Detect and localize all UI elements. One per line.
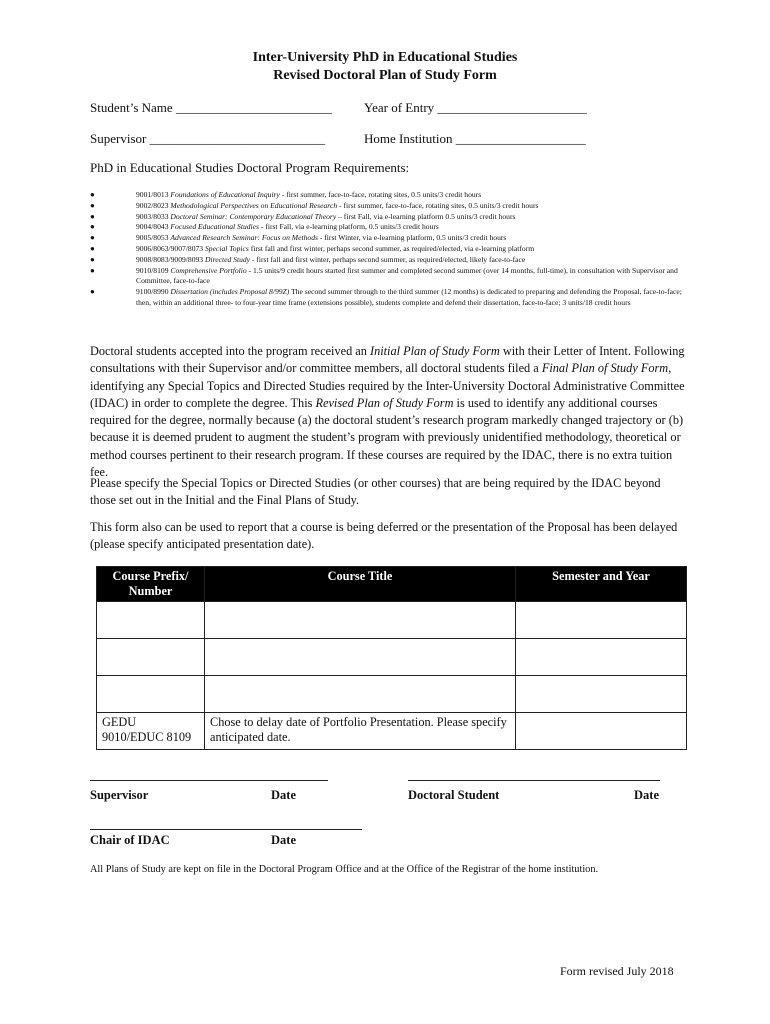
- table-row: [97, 639, 687, 676]
- list-item: ● 9004/8043 Focused Educational Studies - first Fall, via e-learning platform, 0.5 units/3 credit hours: [90, 222, 439, 232]
- student-date-label: Date: [634, 788, 659, 802]
- table-cell[interactable]: GEDU 9010/EDUC 8109: [97, 713, 205, 750]
- column-header-title: Course Title: [205, 567, 516, 602]
- bullet-icon: ●: [90, 200, 95, 210]
- list-item: ● 9100/8990 Dissertation (includes Proposal 8/99Z) The second summer through to the third summer (12 months) is dedicated to preparing and defending the Proposal, face-to-face; then, within an additional three- to four-year time frame (extensions possible), students complete and defend their dissertation, face-to-face; 3 units/18 credit hours: [90, 287, 682, 307]
- year-of-entry-field[interactable]: Year of Entry _______________________: [364, 100, 587, 115]
- requirements-heading: PhD in Educational Studies Doctoral Program Requirements:: [90, 160, 410, 175]
- form-subtitle: Revised Doctoral Plan of Study Form: [273, 68, 497, 83]
- table-cell[interactable]: [205, 639, 516, 676]
- table-cell[interactable]: [97, 676, 205, 713]
- table-cell[interactable]: [516, 676, 687, 713]
- bullet-icon: ●: [90, 287, 95, 297]
- bullet-icon: ●: [90, 265, 95, 275]
- student-signature-line[interactable]: [408, 780, 660, 781]
- list-item: ● 9002/8023 Methodological Perspectives on Educational Research - first summer, face-to-face, rotating sites, 0.5 units/3 credit hours: [90, 200, 539, 210]
- chair-signature-line[interactable]: [90, 829, 362, 830]
- column-header-semester: Semester and Year: [516, 567, 687, 602]
- list-item: ● 9001/8013 Foundations of Educational Inquiry - first summer, face-to-face, rotating sites, 0.5 units/3 credit hours: [90, 190, 482, 199]
- table-cell[interactable]: [516, 602, 687, 639]
- table-row: [97, 713, 687, 750]
- table-cell[interactable]: [516, 713, 687, 750]
- table-cell[interactable]: Chose to delay date of Portfolio Presentation. Please specify anticipated date.: [205, 713, 516, 750]
- supervisor-label: Supervisor: [90, 788, 149, 802]
- course-table: [96, 566, 687, 750]
- supervisor-signature-line[interactable]: [90, 780, 328, 781]
- form-title: Inter-University PhD in Educational Studies: [252, 50, 518, 65]
- student-name-field[interactable]: Student’s Name ________________________: [90, 100, 332, 115]
- table-cell[interactable]: [97, 602, 205, 639]
- specify-paragraph: Please specify the Special Topics or Directed Studies (or other courses) that are being required by the IDAC beyond those set out in the Initial and the Final Plans of Study.: [90, 476, 661, 508]
- supervisor-date-label: Date: [271, 788, 296, 802]
- doctoral-student-label: Doctoral Student: [408, 788, 500, 802]
- supervisor-field[interactable]: Supervisor ___________________________: [90, 131, 326, 146]
- list-item: ● 9006/8063/9007/8073 Special Topics first fall and first winter, perhaps second summer, as required/elected, via e-learning platform: [90, 243, 535, 253]
- table-cell[interactable]: [516, 639, 687, 676]
- chair-date-label: Date: [271, 833, 296, 847]
- footer-note: All Plans of Study are kept on file in the Doctoral Program Office and at the Office of the Registrar of the home institution.: [90, 864, 599, 875]
- table-row: [97, 676, 687, 713]
- list-item: ● 9010/8109 Comprehensive Portfolio - 1.5 units/9 credit hours started first summer and completed second summer (over 14 months, full-time), in consultation with Supervisor and Committee, face-to-face: [90, 265, 678, 286]
- list-item: ● 9008/8083/9009/8093 Directed Study - first fall and first winter, perhaps second summer, as required/elected, likely face-to-face: [90, 254, 526, 264]
- bullet-icon: ●: [90, 233, 95, 243]
- column-header-prefix: Course Prefix/ Number: [97, 567, 205, 602]
- revision-date: Form revised July 2018: [560, 964, 674, 978]
- intro-paragraph: Doctoral students accepted into the program received an Initial Plan of Study Form with their Letter of Intent. Following consultations with their Supervisor and/or committee members, all doctoral students filed a Final Plan of Study Form, identifying any Special Topics and Directed Studies required by the Inter-University Doctoral Administrative Committee (IDAC) in order to complete the degree. This Revised Plan of Study Form is used to identify any additional courses required for the degree, normally because (a) the doctoral student’s research program markedly changed trajectory or (b) because it is deemed prudent to augment the student’s program with previously unidentified methodology, theoretical or method courses pertinent to their research program. If these courses are required by the IDAC, there is no extra tuition fee.: [90, 344, 685, 480]
- table-cell[interactable]: [205, 602, 516, 639]
- table-header-row: [97, 567, 687, 602]
- bullet-icon: ●: [90, 243, 95, 253]
- list-item: ● 9005/8053 Advanced Research Seminar: Focus on Methods - first Winter, via e-learning platform, 0.5 units/3 credit hours: [90, 233, 507, 243]
- home-institution-field[interactable]: Home Institution ____________________: [364, 131, 586, 146]
- bullet-icon: ●: [90, 222, 95, 232]
- deferral-paragraph: This form also can be used to report that a course is being deferred or the presentation of the Proposal has been delayed (please specify anticipated presentation date).: [90, 520, 678, 552]
- bullet-icon: ●: [90, 254, 95, 264]
- chair-label: Chair of IDAC: [90, 833, 170, 847]
- bullet-icon: ●: [90, 211, 95, 221]
- bullet-icon: ●: [90, 190, 95, 199]
- table-row: [97, 602, 687, 639]
- table-cell[interactable]: [97, 639, 205, 676]
- table-cell[interactable]: [205, 676, 516, 713]
- list-item: ● 9003/8033 Doctoral Seminar: Contemporary Educational Theory – first Fall, via e-learning platform 0.5 units/3 credit hours: [90, 211, 516, 221]
- requirements-list: [90, 190, 685, 309]
